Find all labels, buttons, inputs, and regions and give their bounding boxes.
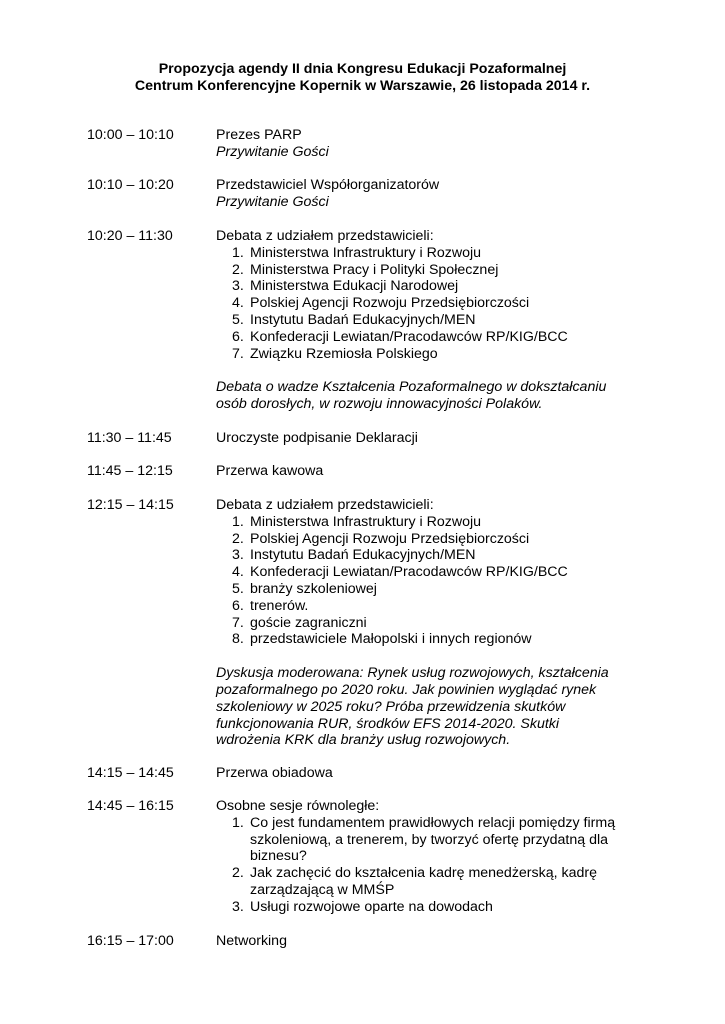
agenda-time: 10:10 – 10:20 [87,177,174,193]
agenda-title: Networking [216,933,287,949]
list-item: 6. Konfederacji Lewiatan/Pracodawców RP/KIG/BCC [232,328,568,345]
list-item: 1. Ministerstwa Infrastruktury i Rozwoju [232,513,482,530]
list-item: 3. Instytutu Badań Edukacyjnych/MEN [232,547,476,564]
agenda-title: Prezes PARP [216,127,302,143]
agenda-title: Debata z udziałem przedstawicieli: [216,497,434,513]
agenda-content [216,765,636,782]
session-description: Debata o wadze Kształcenia Pozaformalnego w dokształcaniu osób dorosłych, w rozwoju innowacyjności Polaków. [216,379,607,413]
agenda-title: Przerwa obiadowa [216,765,333,781]
agenda-content [216,497,636,749]
list-item: 7. goście zagraniczni [232,614,367,631]
list-item: 5. Instytutu Badań Edukacyjnych/MEN [232,311,476,328]
list-item: 4. Polskiej Agencji Rozwoju Przedsiębiorczości [232,295,530,312]
list-item: 7. Związku Rzemiosła Polskiego [232,345,438,362]
list-item: 4. Konfederacji Lewiatan/Pracodawców RP/KIG/BCC [232,564,568,581]
agenda-content [216,430,636,447]
agenda-content [216,798,636,916]
list-item: 3. Ministerstwa Edukacji Narodowej [232,278,459,295]
agenda-time: 12:15 – 14:15 [87,497,174,513]
list-item: 8. przedstawiciele Małopolski i innych regionów [232,631,532,648]
agenda-time: 14:15 – 14:45 [87,765,174,781]
agenda-title: Uroczyste podpisanie Deklaracji [216,430,418,446]
agenda-content [216,933,636,950]
participant-list [216,245,636,363]
agenda-subtitle: Przywitanie Gości [216,193,329,210]
agenda-title: Osobne sesje równoległe: [216,798,380,814]
agenda-content [216,463,636,480]
list-item: 2. Jak zachęcić do kształcenia kadrę menedżerską, kadrę zarządzającą w MMŚP [232,865,597,898]
agenda-time: 14:45 – 16:15 [87,798,174,814]
list-item: 1. Ministerstwa Infrastruktury i Rozwoju [232,244,482,261]
list-item: 2. Ministerstwa Pracy i Polityki Społecznej [232,261,499,278]
header-line-2: Centrum Konferencyjne Kopernik w Warszawie, 26 listopada 2014 r. [134,78,591,94]
agenda-content [216,127,636,161]
session-list [216,815,636,916]
agenda-time: 16:15 – 17:00 [87,933,174,949]
list-item: 2. Polskiej Agencji Rozwoju Przedsiębiorczości [232,530,530,547]
agenda-content [216,177,636,211]
agenda-time: 11:30 – 11:45 [87,430,172,446]
agenda-time: 10:00 – 10:10 [87,127,174,143]
participant-list [216,514,636,648]
agenda-content [216,228,636,413]
session-description: Dyskusja moderowana: Rynek usług rozwojowych, kształcenia pozaformalnego po 2020 roku. Jak powinien wyglądać rynek szkoleniowy w 2025 roku? Próba przewidzenia skutków funkcjonowania RUR, środków EFS 2014-2020. Skutki wdrożenia KRK dla branży usług rozwojowych. [216,665,609,749]
header-line-1: Propozycja agendy II dnia Kongresu Edukacji Pozaformalnej [158,61,567,77]
agenda-title: Przerwa kawowa [216,463,324,479]
agenda-title: Debata z udziałem przedstawicieli: [216,228,434,244]
agenda-subtitle: Przywitanie Gości [216,143,329,160]
agenda-time: 11:45 – 12:15 [87,463,173,479]
document-header [0,61,725,95]
list-item: 5. branży szkoleniowej [232,580,377,597]
list-item: 6. trenerów. [232,597,309,614]
list-item: 1. Co jest fundamentem prawidłowych relacji pomiędzy firmą szkoleniową, a trenerem, by tworzyć ofertę przydatną dla biznesu? [232,814,616,865]
list-item: 3. Usługi rozwojowe oparte na dowodach [232,898,493,915]
agenda-time: 10:20 – 11:30 [87,228,173,244]
agenda-title: Przedstawiciel Współorganizatorów [216,177,440,193]
